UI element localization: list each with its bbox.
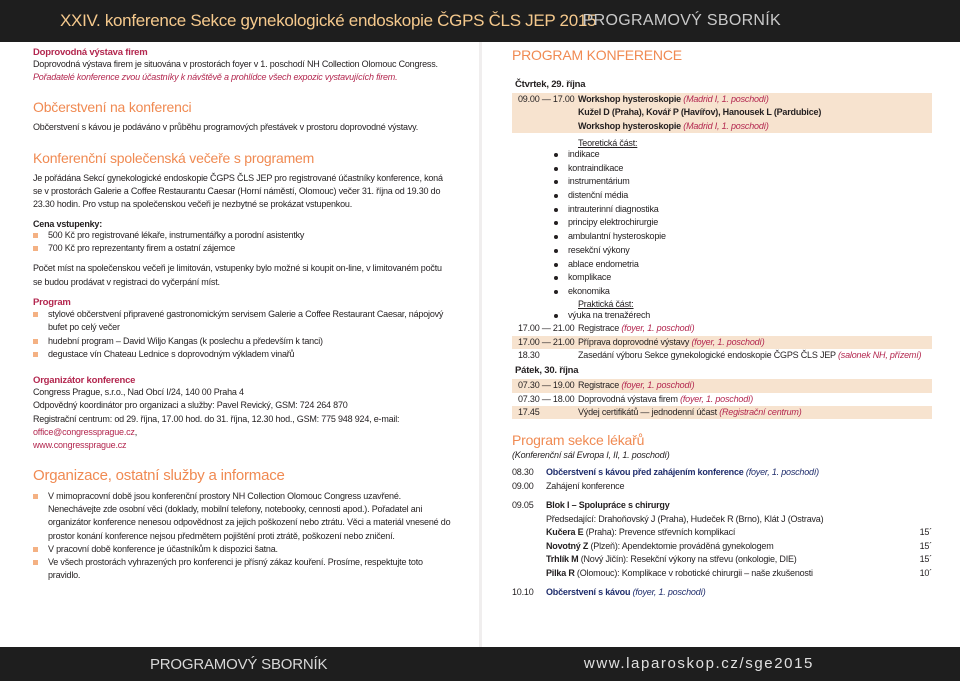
- page-footer: [0, 647, 960, 681]
- table-row: 09.00 Zahájení konference: [512, 480, 625, 491]
- program-list: [33, 308, 453, 361]
- list-item: principy elektrochirurgie: [554, 216, 932, 230]
- table-row: Předsedající: Drahoňovský J (Praha), Hudeček R (Brno), Klát J (Ostrava): [546, 513, 824, 524]
- list-item: kontraindikace: [554, 162, 932, 176]
- list-item: V mimopracovní době jsou konferenční prostory NH Collection Olomouc Congress uzavřené. Nenechávejte zde osobní věci (doklady, mobilní telefony, notebooky, cennosti apod.). Pořadatel ani organizátor konference nenesou odpovědnost za jejich poškození nebo ztrátu. Věci a materiál vnesené do prostor konání konference nejsou předmětem pojištění proti ztrátě, poškození nebo zničení.: [33, 490, 453, 543]
- page-divider: [479, 42, 482, 647]
- list-item: 700 Kč pro reprezentanty firem a ostatní zájemce: [33, 242, 453, 255]
- right-column: [512, 47, 932, 600]
- schedule-day2: [512, 379, 932, 419]
- table-row: 07.30 — 18.00 Doprovodná výstava firem (foyer, 1. poschodí): [518, 393, 754, 404]
- list-item: Ve všech prostorách vyhrazených pro konferenci je přísný zákaz kouření. Prosíme, respektujte toto pravidlo.: [33, 556, 453, 583]
- list-item: V pracovní době konference je účastníkům k dispozici šatna.: [33, 543, 453, 556]
- sekce-lekaru-venue: (Konferenční sál Evropa I, II, 1. poschodí): [512, 450, 670, 461]
- list-item: distenční média: [554, 189, 932, 203]
- list-item: intrauterinní diagnostika: [554, 203, 932, 217]
- list-item: ablace endometria: [554, 258, 932, 272]
- vecere-heading: Konferenční společenská večeře s programem: [33, 149, 315, 166]
- list-item: 500 Kč pro registrované lékaře, instrumentářky a porodní asistentky: [33, 229, 453, 242]
- table-row: 08.30 Občerstvení s kávou před zahájením konference (foyer, 1. poschodí): [512, 467, 819, 478]
- organizace-heading: Organizace, ostatní služby a informace: [33, 466, 285, 484]
- list-item: komplikace: [554, 271, 932, 285]
- list-item: ambulantní hysteroskopie: [554, 230, 932, 244]
- table-row: 07.30 — 19.00 Registrace (foyer, 1. poschodí): [512, 379, 932, 392]
- program-konference-heading: PROGRAM KONFERENCE: [512, 47, 682, 63]
- organizator-coordinator: Odpovědný koordinátor pro organizaci a služby: Pavel Revický, GSM: 724 264 870: [33, 400, 348, 411]
- organizator-address: Congress Prague, s.r.o., Nad Obcí I/24, 140 00 Praha 4: [33, 387, 244, 398]
- schedule-day1: [512, 322, 932, 362]
- day-heading-friday: Pátek, 30. října: [515, 365, 579, 377]
- obcerstveni-text: Občerstvení s kávou je podáváno v průběhu programových přestávek v prostoru doprovodné výstavy.: [33, 121, 419, 132]
- table-row: 09.00 — 17.00 Workshop hysteroskopie (Madrid I, 1. poschodí) Kužel D (Praha), Kovář P (Havířov), Hanousek L (Pardubice) Workshop hysteroskopie (Madrid I, 1. poschodí): [518, 94, 822, 131]
- organizace-list: [33, 490, 453, 583]
- list-item: hudební program – David Wiljo Kangas (k poslechu a především k tanci): [33, 335, 453, 348]
- teoreticka-label: Teoretická část:: [578, 137, 638, 148]
- list-item: degustace vín Chateau Lednice s doprovodným výkladem vinařů: [33, 348, 453, 361]
- table-row: 17.45 Výdej certifikátů — jednodenní účast (Registrační centrum): [512, 406, 932, 419]
- footer-left-title: PROGRAMOVÝ SBORNÍK: [150, 656, 328, 673]
- table-row: 18.30 Zasedání výboru Sekce gynekologické endoskopie ČGPS ČLS JEP (salonek NH, přízemí): [518, 349, 922, 360]
- page-header: [0, 0, 960, 42]
- vecere-text: Je pořádána Sekcí gynekologické endoskopie ČGPS ČLS JEP pro registrované účastníky konference, koná se v prostorách Galerie a Coffee Restaurantu Caesar (Horní náměstí, Olomouc) večer 31. října od 19.30 do 23.30 hodin. Pro vstup na společenskou večeři je nezbytné se prokázat vstupenkou.: [33, 172, 443, 210]
- table-row: 17.00 — 21.00 Registrace (foyer, 1. poschodí): [518, 323, 695, 334]
- day-heading-thursday: Čtvrtek, 29. října: [515, 79, 586, 90]
- workshop-block: [512, 93, 932, 133]
- table-row: 09.05 Blok I – Spolupráce s chirurgy: [512, 500, 670, 511]
- list-item: indikace: [554, 148, 932, 162]
- cena-list: [33, 229, 453, 256]
- list-item: ekonomika: [554, 285, 932, 299]
- talk-row: Kučera E (Praha): Prevence střevních komplikací 15´: [546, 527, 932, 538]
- cena-heading: Cena vstupenky:: [33, 218, 103, 229]
- sekce-lekaru-heading: Program sekce lékařů: [512, 432, 645, 449]
- prakticka-list: [554, 309, 932, 323]
- talk-row: Novotný Z (Plzeň): Apendektomie prováděná gynekologem 15´: [546, 540, 932, 551]
- registration-info: Registrační centrum: od 29. října, 17.00 hod. do 31. října, 12.30 hod., GSM: 775 948 924, e-mail: office@congressprague.cz,: [33, 413, 400, 438]
- table-row: 10.10 Občerstvení s kávou (foyer, 1. poschodí): [512, 587, 706, 598]
- email-link[interactable]: office@congressprague.cz: [33, 427, 135, 438]
- list-item: stylové občerstvení připravené gastronomickým servisem Galerie a Coffee Restaurant Caesar, nápojový bufet po celý večer: [33, 308, 453, 335]
- vystava-text: Doprovodná výstava firem je situována v prostorách foyer v 1. poschodí NH Collection Olomouc Congress.: [33, 59, 438, 69]
- web-link[interactable]: www.congressprague.cz: [33, 440, 127, 451]
- obcerstveni-heading: Občerstvení na konferenci: [33, 98, 192, 115]
- talk-list: [512, 526, 932, 580]
- talk-row: Trhlík M (Nový Jičín): Resekční výkony na střevu (onkologie, DIE) 15´: [546, 554, 932, 565]
- program-heading: Program: [33, 296, 71, 308]
- pocet-text: Počet míst na společenskou večeři je limitován, vstupenky bylo možné si koupit on-line, v limitovaném počtu se budou prodávat v registraci do vyčerpání míst.: [33, 263, 442, 287]
- vystava-heading: Doprovodná výstava firem: [33, 47, 148, 58]
- footer-url[interactable]: www.laparoskop.cz/sge2015: [583, 655, 814, 672]
- list-item: instrumentárium: [554, 175, 932, 189]
- organizator-heading: Organizátor konference: [33, 375, 136, 387]
- talk-row: Pilka R (Olomouc): Komplikace v robotické chirurgii – naše zkušenosti 10´: [546, 567, 932, 578]
- left-column: [33, 47, 453, 583]
- teoreticka-list: [554, 148, 932, 299]
- table-row: 17.00 — 21.00 Příprava doprovodné výstavy (foyer, 1. poschodí): [512, 336, 932, 349]
- prakticka-label: Praktická část:: [578, 298, 634, 309]
- header-right-title: PROGRAMOVÝ SBORNÍK: [582, 12, 781, 29]
- vystava-invite: Pořadatelé konference zvou účastníky k návštěvě a prohlídce všech expozic vystavujících firem.: [33, 72, 398, 83]
- list-item: resekční výkony: [554, 244, 932, 258]
- conference-title: XXIV. konference Sekce gynekologické endoskopie ČGPS ČLS JEP 2015: [60, 11, 597, 30]
- list-item: výuka na trenažérech: [554, 309, 932, 323]
